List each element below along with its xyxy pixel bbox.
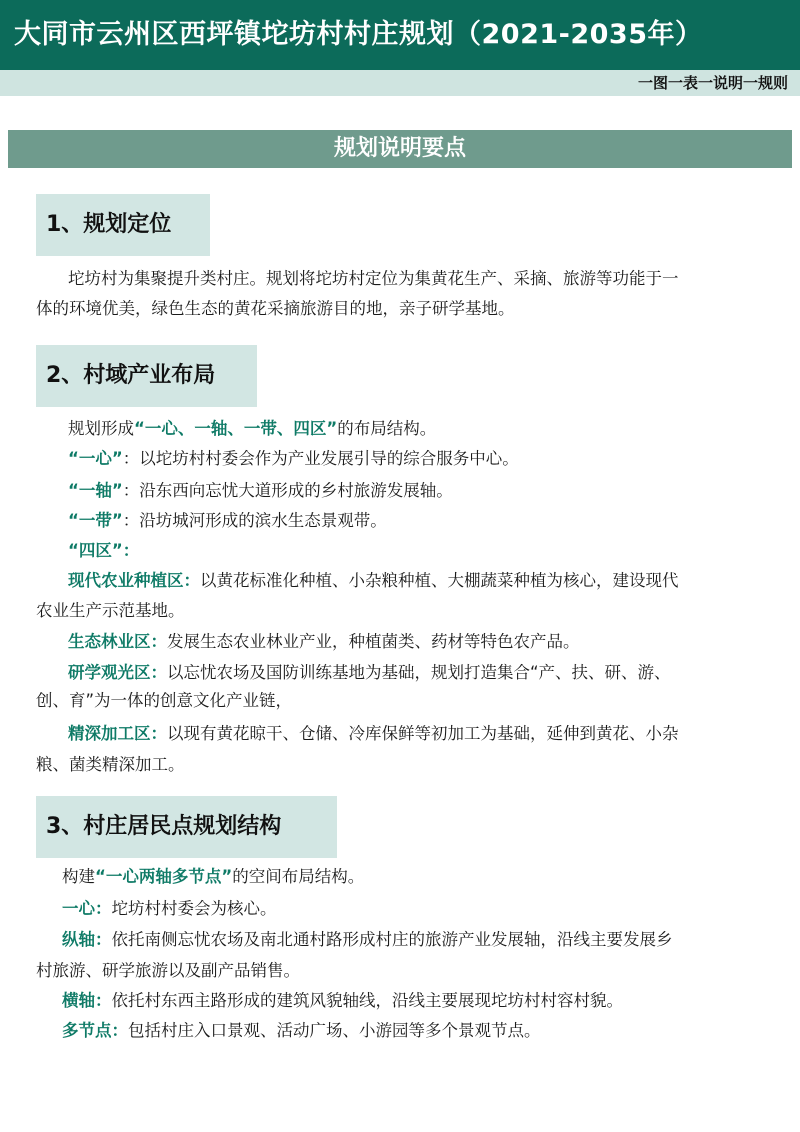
text-zone-ecological-forestry: 发展生态农业林业产业，种植菌类、药材等特色农产品。 <box>167 632 580 651</box>
text-zone-study-tourism: 以忘忧农场及国防训练基地为基础，规划打造集合“产、扶、研、游、 <box>167 663 671 682</box>
settlement-intro <box>62 862 800 892</box>
text-vertical-axis: 依托南侧忘忧农场及南北通村路形成村庄的旅游产业发展轴，沿线主要发展乡 <box>111 930 673 949</box>
section-title: 规划说明要点 <box>8 130 792 168</box>
text-settlement-center: 坨坊村村委会为核心。 <box>111 899 277 918</box>
settlement-intro-highlight: “一心两轴多节点” <box>95 867 233 886</box>
zone-study-tourism-cont: 创、育”为一体的创意文化产业链， <box>36 691 293 710</box>
label-one-center: “一心” <box>68 449 123 468</box>
item-four-zones <box>68 536 800 566</box>
paragraph-positioning-line1: 坨坊村为集聚提升类村庄。规划将坨坊村定位为集黄花生产、采摘、旅游等功能于一 <box>68 269 679 288</box>
label-zone-modern-agriculture: 现代农业种植区： <box>68 571 200 590</box>
zone-deep-processing <box>68 719 800 749</box>
label-four-zones: “四区”： <box>68 541 140 560</box>
heading-industry-layout: 2、村域产业布局 <box>36 345 257 407</box>
settlement-horizontal-axis <box>62 986 800 1016</box>
intro-prefix: 规划形成 <box>68 419 134 438</box>
label-one-axis: “一轴” <box>68 481 123 500</box>
text-horizontal-axis: 依托村东西主路形成的建筑风貌轴线，沿线主要展现坨坊村村容村貌。 <box>111 991 623 1010</box>
label-horizontal-axis: 横轴： <box>62 991 112 1010</box>
zone-study-tourism <box>68 658 800 688</box>
item-one-belt <box>68 506 800 536</box>
heading-settlement-structure: 3、村庄居民点规划结构 <box>36 796 337 858</box>
text-one-axis: ：沿东西向忘忧大道形成的乡村旅游发展轴。 <box>122 481 453 500</box>
item-one-center <box>68 444 800 474</box>
label-zone-ecological-forestry: 生态林业区： <box>68 632 167 651</box>
label-nodes: 多节点： <box>62 1021 128 1040</box>
zone-ecological-forestry <box>68 627 800 657</box>
zone-modern-agriculture-cont: 农业生产示范基地。 <box>36 601 185 620</box>
text-zone-deep-processing: 以现有黄花晾干、仓储、冷库保鲜等初加工为基础，延伸到黄花、小杂 <box>167 724 679 743</box>
zone-modern-agriculture <box>68 566 800 596</box>
text-one-center: ：以坨坊村村委会作为产业发展引导的综合服务中心。 <box>122 449 519 468</box>
text-nodes: 包括村庄入口景观、活动广场、小游园等多个景观节点。 <box>128 1021 541 1040</box>
item-one-axis <box>68 476 800 506</box>
paragraph-positioning-line2: 体的环境优美，绿色生态的黄花采摘旅游目的地，亲子研学基地。 <box>36 299 515 318</box>
label-zone-study-tourism: 研学观光区： <box>68 663 167 682</box>
text-zone-modern-agriculture: 以黄花标准化种植、小杂粮种植、大棚蔬菜种植为核心，建设现代 <box>200 571 679 590</box>
zone-deep-processing-cont: 粮、菌类精深加工。 <box>36 755 185 774</box>
settlement-intro-prefix: 构建 <box>62 867 95 886</box>
document-title: 大同市云州区西坪镇坨坊村村庄规划（2021-2035年） <box>0 0 800 70</box>
text-one-belt: ：沿坊城河形成的滨水生态景观带。 <box>122 511 387 530</box>
industry-intro <box>68 414 800 444</box>
settlement-intro-suffix: 的空间布局结构。 <box>232 867 365 886</box>
intro-suffix: 的布局结构。 <box>337 419 437 438</box>
settlement-vertical-axis-cont: 村旅游、研学旅游以及副产品销售。 <box>36 961 300 980</box>
document-subtitle: 一图一表一说明一规则 <box>0 70 800 96</box>
heading-planning-positioning: 1、规划定位 <box>36 194 210 256</box>
label-zone-deep-processing: 精深加工区： <box>68 724 167 743</box>
settlement-vertical-axis <box>62 925 800 955</box>
settlement-nodes <box>62 1016 800 1046</box>
label-settlement-center: 一心： <box>62 899 112 918</box>
label-one-belt: “一带” <box>68 511 123 530</box>
settlement-center <box>62 894 800 924</box>
intro-highlight: “一心、一轴、一带、四区” <box>134 419 338 438</box>
label-vertical-axis: 纵轴： <box>62 930 112 949</box>
